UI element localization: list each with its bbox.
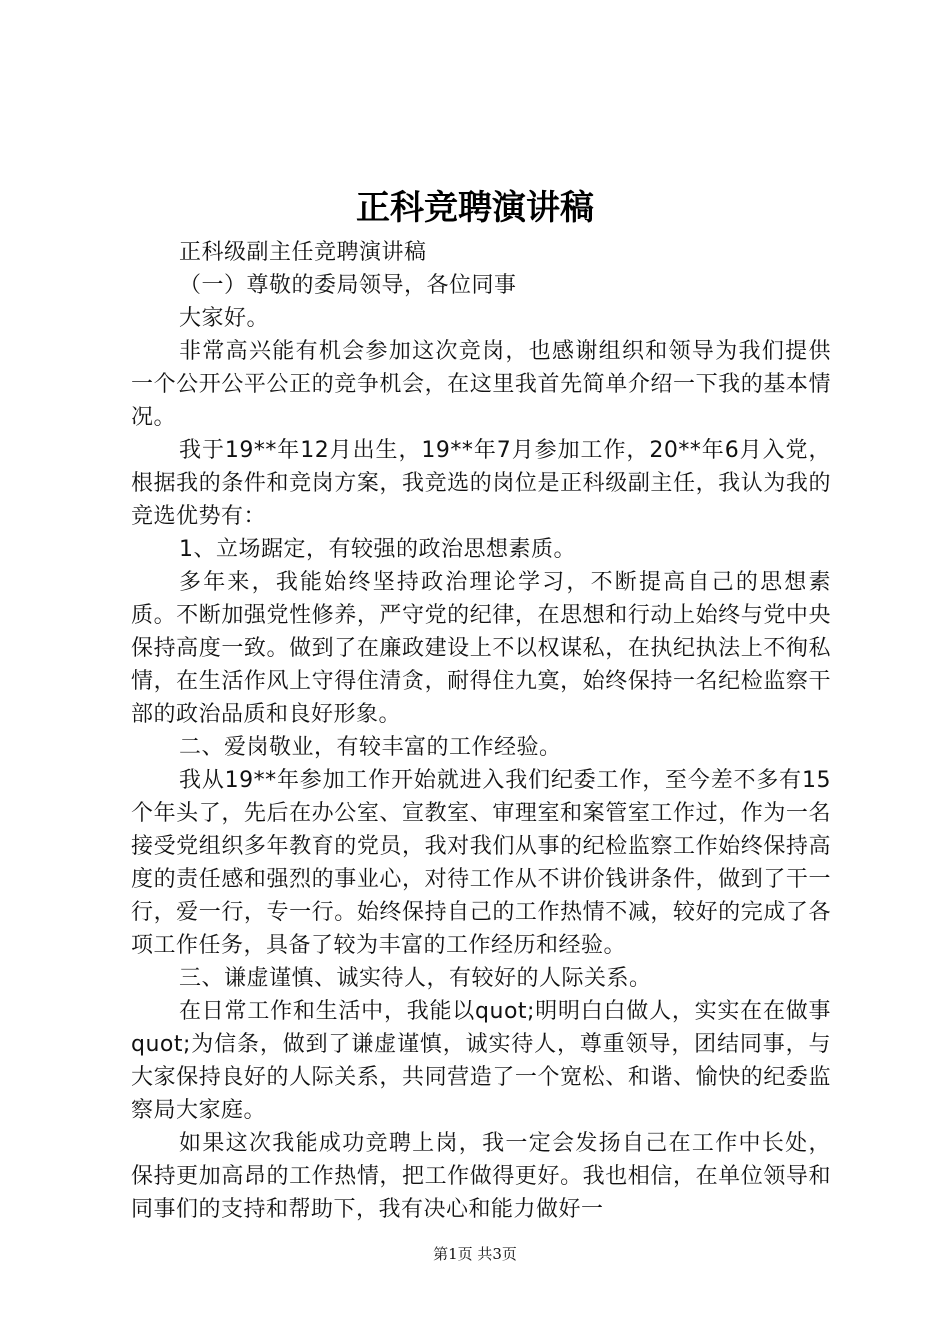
paragraph-greeting: 大家好。 bbox=[179, 306, 270, 331]
page-number-footer: 第1页 共3页 bbox=[433, 1245, 517, 1263]
paragraph-salutation: （一）尊敬的委局领导，各位同事 bbox=[179, 273, 517, 298]
paragraph-heading-3: 三、谦虚谨慎、诚实待人，有较好的人际关系。 bbox=[179, 966, 652, 991]
paragraph-closing: 如果这次我能成功竞聘上岗，我一定会发扬自己在工作中长处，保持更加高昂的工作热情，把工作做得更好。我也相信，在单位领导和同事们的支持和帮助下，我有决心和能力做好一 bbox=[131, 1131, 831, 1222]
paragraph-politics: 多年来，我能始终坚持政治理论学习，不断提高自己的思想素质。不断加强党性修养，严守党的纪律，在思想和行动上始终与党中央保持高度一致。做到了在廉政建设上不以权谋私，在执纪执法上不徇私情，在生活作风上守得住清贪，耐得住九寞，始终保持一名纪检监察干部的政治品质和良好形象。 bbox=[131, 570, 831, 727]
paragraph-experience: 我从19**年参加工作开始就进入我们纪委工作，至今差不多有15个年头了，先后在办公室、宣教室、审理室和案管室工作过，作为一名接受党组织多年教育的党员，我对我们从事的纪检监察工作始终保持高度的责任感和强烈的事业心，对待工作从不讲价钱讲条件，做到了干一行，爱一行，专一行。始终保持自己的工作热情不减，较好的完成了各项工作任务，具备了较为丰富的工作经历和经验。 bbox=[131, 768, 831, 958]
document-title: 正科竞聘演讲稿 bbox=[356, 188, 594, 228]
paragraph-heading-1: 1、立场踞定，有较强的政治思想素质。 bbox=[179, 537, 576, 562]
paragraph-intro: 非常高兴能有机会参加这次竞岗，也感谢组织和领导为我们提供一个公开公平公正的竞争机会，在这里我首先简单介绍一下我的基本情况。 bbox=[131, 339, 831, 430]
paragraph-heading-2: 二、爱岗敬业，有较丰富的工作经验。 bbox=[179, 735, 562, 760]
paragraph-background: 我于19**年12月出生，19**年7月参加工作，20**年6月入党，根据我的条件和竞岗方案，我竞选的岗位是正科级副主任，我认为我的竞选优势有： bbox=[131, 438, 831, 529]
document-body bbox=[131, 236, 831, 1226]
paragraph-subtitle: 正科级副主任竞聘演讲稿 bbox=[179, 240, 427, 265]
paragraph-relationships: 在日常工作和生活中，我能以quot;明明白白做人，实实在在做事quot;为信条，做到了谦虚谨慎，诚实待人，尊重领导，团结同事，与大家保持良好的人际关系，共同营造了一个宽松、和谐、愉快的纪委监察局大家庭。 bbox=[131, 999, 831, 1123]
